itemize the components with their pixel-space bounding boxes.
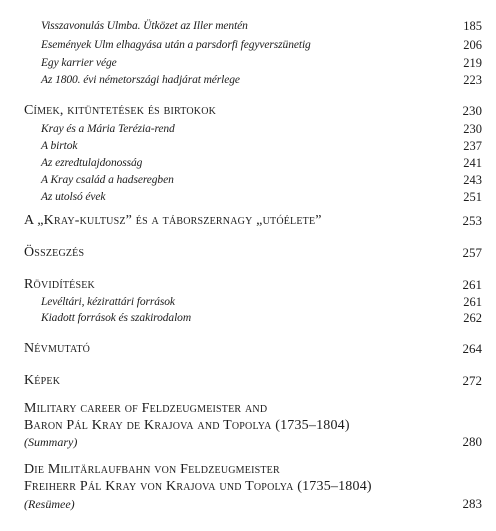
toc-chapter-page: 264: [462, 341, 482, 356]
toc-entry: [24, 137, 482, 155]
toc-entry: [24, 71, 482, 89]
toc-entry: [24, 188, 482, 206]
toc-chapter-title: Névmutató: [24, 341, 91, 356]
toc-entry-title: Egy karrier vége: [41, 57, 117, 69]
toc-entry-title: Levéltári, kézirattári források: [41, 296, 175, 308]
toc-chapter-title: Címek, kitüntetések és birtokok: [24, 103, 217, 118]
toc-entry-page: 185: [463, 19, 482, 33]
toc-entry: [24, 17, 482, 35]
toc-entry-title: A Kray család a hadseregben: [41, 174, 174, 186]
toc-chapter-title: Military career of Feldzeugmeister and: [24, 401, 268, 416]
toc-entry-page: 241: [463, 156, 482, 170]
toc-chapter-summary-de-line2: [24, 478, 482, 496]
toc-entry-title: Kiadott források és szakirodalom: [41, 312, 192, 324]
toc-entry: [24, 120, 482, 138]
toc-entry-page: 251: [463, 190, 482, 204]
toc-entry: [24, 309, 482, 327]
toc-chapter-roviditesek: [24, 276, 482, 294]
toc-chapter-title: Freiherr Pál Kray von Krajova und Topolya (1735–1804): [24, 479, 372, 494]
toc-chapter-note: (Summary): [24, 435, 78, 449]
toc-entry: [24, 154, 482, 172]
toc-chapter-summary-de: [24, 461, 482, 479]
toc-chapter-page: 280: [462, 434, 482, 449]
toc-chapter-cimek: [24, 102, 482, 120]
toc-entry-title: Az 1800. évi németországi hadjárat mérlege: [41, 74, 240, 86]
toc-chapter-kultusz: [24, 212, 482, 230]
toc-chapter-page: 272: [462, 373, 482, 388]
toc-chapter-title: A „Kray-kultusz” és a táborszernagy „utóélete”: [24, 213, 322, 228]
toc-entry-title: Visszavonulás Ulmba. Ütközet az Iller mentén: [41, 20, 248, 32]
toc-entry-title: Az utolsó évek: [41, 191, 106, 203]
toc-chapter-summary-en-note: [24, 433, 482, 451]
toc-entry-page: 237: [463, 139, 482, 153]
toc-chapter-page: 253: [462, 213, 482, 228]
toc-entry: [24, 171, 482, 189]
toc-entry-title: Kray és a Mária Terézia-rend: [41, 123, 175, 135]
toc-chapter-page: 261: [462, 277, 482, 292]
toc-entry-title: A birtok: [41, 140, 78, 152]
toc-entry: [24, 36, 482, 54]
toc-chapter-note: (Resümee): [24, 497, 75, 511]
toc-entry-page: 261: [463, 295, 482, 309]
toc-entry-page: 219: [463, 56, 482, 70]
toc-chapter-title: Baron Pál Kray de Krajova and Topolya (1735–1804): [24, 418, 350, 433]
toc-entry-page: 206: [463, 38, 482, 52]
toc-chapter-title: Die Militärlaufbahn von Feldzeugmeister: [24, 462, 280, 477]
toc-entry-title: Az ezredtulajdonosság: [41, 157, 143, 169]
toc-entry-page: 223: [463, 73, 482, 87]
toc-chapter-page: 230: [462, 103, 482, 118]
toc-chapter-kepek: [24, 372, 482, 390]
toc-chapter-osszegzes: [24, 244, 482, 262]
toc-entry-page: 262: [463, 311, 482, 325]
toc-entry: [24, 54, 482, 72]
toc-chapter-page: 257: [462, 245, 482, 260]
toc-chapter-page: 283: [462, 496, 482, 511]
toc-chapter-summary-en: [24, 400, 482, 418]
toc-chapter-nevmutato: [24, 340, 482, 358]
toc-chapter-title: Képek: [24, 373, 61, 388]
toc-entry-page: 230: [463, 122, 482, 136]
toc-entry-title: Események Ulm elhagyása után a parsdorfi fegyverszünetig: [41, 39, 311, 51]
toc-chapter-title: Összegzés: [24, 245, 85, 260]
toc-entry-page: 243: [463, 173, 482, 187]
toc-chapter-title: Rövidítések: [24, 277, 95, 292]
toc-chapter-summary-de-note: [24, 495, 482, 513]
